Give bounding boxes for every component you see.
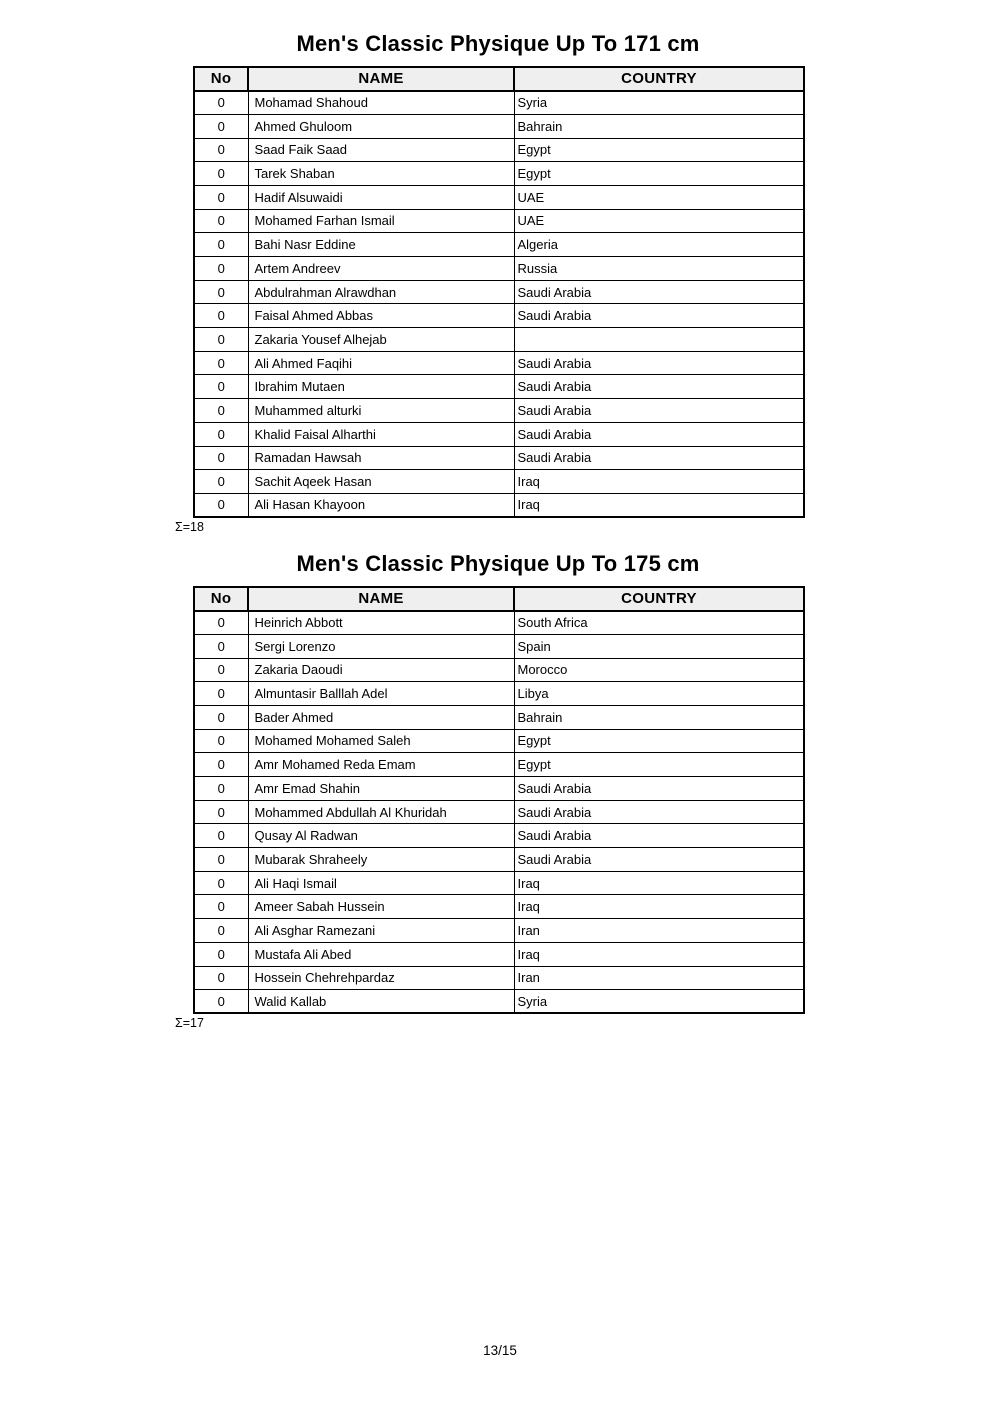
row-number-cell: 0 — [194, 824, 248, 848]
row-number-cell: 0 — [194, 351, 248, 375]
country-cell: Egypt — [514, 729, 804, 753]
row-number-cell: 0 — [194, 895, 248, 919]
row-number-cell: 0 — [194, 91, 248, 115]
table-row — [194, 422, 804, 446]
country-cell: Iraq — [514, 895, 804, 919]
table-title-171: Men's Classic Physique Up To 171 cm — [296, 31, 700, 56]
athlete-name-cell: Ali Asghar Ramezani — [248, 919, 514, 943]
row-number-cell: 0 — [194, 422, 248, 446]
athlete-name-cell: Mohamed Farhan Ismail — [248, 209, 514, 233]
table-row — [194, 753, 804, 777]
row-number-cell: 0 — [194, 304, 248, 328]
row-number-cell: 0 — [194, 493, 248, 517]
athlete-name-cell: Mubarak Shraheely — [248, 848, 514, 872]
athlete-name-cell: Sachit Aqeek Hasan — [248, 470, 514, 494]
country-cell: Iraq — [514, 493, 804, 517]
athlete-name-cell: Ramadan Hawsah — [248, 446, 514, 470]
column-header-name: NAME — [248, 587, 514, 611]
table-row — [194, 162, 804, 186]
country-cell: Syria — [514, 91, 804, 115]
row-number-cell: 0 — [194, 777, 248, 801]
row-number-cell: 0 — [194, 682, 248, 706]
athlete-name-cell: Saad Faik Saad — [248, 138, 514, 162]
row-number-cell: 0 — [194, 280, 248, 304]
row-number-cell: 0 — [194, 399, 248, 423]
table-row — [194, 138, 804, 162]
athlete-name-cell: Hadif Alsuwaidi — [248, 185, 514, 209]
country-cell: Egypt — [514, 753, 804, 777]
row-number-cell: 0 — [194, 257, 248, 281]
athlete-name-cell: Hossein Chehrehpardaz — [248, 966, 514, 990]
row-number-cell: 0 — [194, 114, 248, 138]
column-header-no: No — [194, 587, 248, 611]
table-row — [194, 470, 804, 494]
table-title-175: Men's Classic Physique Up To 175 cm — [296, 551, 700, 576]
table-header-row — [194, 67, 804, 91]
table-row — [194, 705, 804, 729]
row-number-cell: 0 — [194, 919, 248, 943]
country-cell: Saudi Arabia — [514, 304, 804, 328]
table-row — [194, 446, 804, 470]
country-cell: Iraq — [514, 871, 804, 895]
athlete-name-cell: Ahmed Ghuloom — [248, 114, 514, 138]
table-row — [194, 257, 804, 281]
athlete-name-cell: Walid Kallab — [248, 990, 514, 1014]
table-row — [194, 966, 804, 990]
country-cell: Egypt — [514, 162, 804, 186]
athlete-name-cell: Ali Ahmed Faqihi — [248, 351, 514, 375]
row-number-cell: 0 — [194, 753, 248, 777]
table-row — [194, 634, 804, 658]
row-number-cell: 0 — [194, 209, 248, 233]
row-number-cell: 0 — [194, 328, 248, 352]
athlete-name-cell: Heinrich Abbott — [248, 611, 514, 635]
column-header-country: COUNTRY — [514, 67, 804, 91]
athlete-name-cell: Abdulrahman Alrawdhan — [248, 280, 514, 304]
table-row — [194, 658, 804, 682]
athlete-name-cell: Mohamad Shahoud — [248, 91, 514, 115]
athlete-name-cell: Mohamed Mohamed Saleh — [248, 729, 514, 753]
athlete-name-cell: Ali Hasan Khayoon — [248, 493, 514, 517]
page-number: 13/15 — [483, 1343, 517, 1358]
athlete-count-sum-171: Σ=18 — [175, 520, 204, 535]
country-cell: Morocco — [514, 658, 804, 682]
table-row — [194, 919, 804, 943]
column-header-name: NAME — [248, 67, 514, 91]
athlete-name-cell: Qusay Al Radwan — [248, 824, 514, 848]
column-header-country: COUNTRY — [514, 587, 804, 611]
athlete-name-cell: Mohammed Abdullah Al Khuridah — [248, 800, 514, 824]
section-classic-physique-175 — [0, 551, 1000, 1030]
row-number-cell: 0 — [194, 162, 248, 186]
athlete-name-cell: Amr Emad Shahin — [248, 777, 514, 801]
row-number-cell: 0 — [194, 658, 248, 682]
table-row — [194, 114, 804, 138]
country-cell: UAE — [514, 185, 804, 209]
table-row — [194, 209, 804, 233]
athlete-name-cell: Ameer Sabah Hussein — [248, 895, 514, 919]
table-row — [194, 91, 804, 115]
row-number-cell: 0 — [194, 138, 248, 162]
row-number-cell: 0 — [194, 990, 248, 1014]
table-header-row — [194, 587, 804, 611]
table-row — [194, 304, 804, 328]
country-cell: Saudi Arabia — [514, 800, 804, 824]
country-cell: Russia — [514, 257, 804, 281]
start-list-table-171 — [193, 66, 805, 518]
table-row — [194, 233, 804, 257]
athlete-name-cell: Sergi Lorenzo — [248, 634, 514, 658]
table-row — [194, 848, 804, 872]
row-number-cell: 0 — [194, 611, 248, 635]
country-cell: South Africa — [514, 611, 804, 635]
country-cell: Saudi Arabia — [514, 280, 804, 304]
row-number-cell: 0 — [194, 705, 248, 729]
country-cell: Saudi Arabia — [514, 422, 804, 446]
athlete-name-cell: Zakaria Yousef Alhejab — [248, 328, 514, 352]
row-number-cell: 0 — [194, 185, 248, 209]
athlete-name-cell: Ibrahim Mutaen — [248, 375, 514, 399]
country-cell: UAE — [514, 209, 804, 233]
country-cell: Saudi Arabia — [514, 777, 804, 801]
table-row — [194, 280, 804, 304]
athlete-count-sum-175: Σ=17 — [175, 1016, 204, 1031]
table-row — [194, 942, 804, 966]
table-row — [194, 990, 804, 1014]
athlete-name-cell: Faisal Ahmed Abbas — [248, 304, 514, 328]
table-row — [194, 351, 804, 375]
country-cell: Iran — [514, 919, 804, 943]
country-cell: Egypt — [514, 138, 804, 162]
country-cell: Bahrain — [514, 114, 804, 138]
country-cell: Saudi Arabia — [514, 351, 804, 375]
athlete-name-cell: Artem Andreev — [248, 257, 514, 281]
table-row — [194, 777, 804, 801]
country-cell: Libya — [514, 682, 804, 706]
table-row — [194, 895, 804, 919]
table-row — [194, 682, 804, 706]
athlete-name-cell: Tarek Shaban — [248, 162, 514, 186]
country-cell: Bahrain — [514, 705, 804, 729]
country-cell: Saudi Arabia — [514, 848, 804, 872]
section-classic-physique-171 — [0, 31, 1000, 534]
country-cell: Saudi Arabia — [514, 824, 804, 848]
table-row — [194, 800, 804, 824]
athlete-name-cell: Khalid Faisal Alharthi — [248, 422, 514, 446]
country-cell: Spain — [514, 634, 804, 658]
table-row — [194, 493, 804, 517]
row-number-cell: 0 — [194, 470, 248, 494]
country-cell: Algeria — [514, 233, 804, 257]
row-number-cell: 0 — [194, 848, 248, 872]
country-cell: Saudi Arabia — [514, 375, 804, 399]
athlete-name-cell: Ali Haqi Ismail — [248, 871, 514, 895]
athlete-name-cell: Amr Mohamed Reda Emam — [248, 753, 514, 777]
row-number-cell: 0 — [194, 871, 248, 895]
table-row — [194, 185, 804, 209]
row-number-cell: 0 — [194, 375, 248, 399]
country-cell: Saudi Arabia — [514, 399, 804, 423]
country-cell: Syria — [514, 990, 804, 1014]
athlete-name-cell: Bader Ahmed — [248, 705, 514, 729]
row-number-cell: 0 — [194, 634, 248, 658]
table-row — [194, 328, 804, 352]
table-row — [194, 611, 804, 635]
athlete-name-cell: Bahi Nasr Eddine — [248, 233, 514, 257]
table-row — [194, 375, 804, 399]
athlete-name-cell: Mustafa Ali Abed — [248, 942, 514, 966]
row-number-cell: 0 — [194, 446, 248, 470]
start-list-table-175 — [193, 586, 805, 1014]
table-row — [194, 824, 804, 848]
country-cell: Iran — [514, 966, 804, 990]
row-number-cell: 0 — [194, 233, 248, 257]
table-row — [194, 871, 804, 895]
row-number-cell: 0 — [194, 966, 248, 990]
country-cell: Iraq — [514, 942, 804, 966]
country-cell: Saudi Arabia — [514, 446, 804, 470]
country-cell: Iraq — [514, 470, 804, 494]
country-cell — [514, 328, 804, 352]
row-number-cell: 0 — [194, 800, 248, 824]
athlete-name-cell: Muhammed alturki — [248, 399, 514, 423]
row-number-cell: 0 — [194, 729, 248, 753]
row-number-cell: 0 — [194, 942, 248, 966]
table-row — [194, 729, 804, 753]
column-header-no: No — [194, 67, 248, 91]
athlete-name-cell: Almuntasir Balllah Adel — [248, 682, 514, 706]
table-row — [194, 399, 804, 423]
athlete-name-cell: Zakaria Daoudi — [248, 658, 514, 682]
